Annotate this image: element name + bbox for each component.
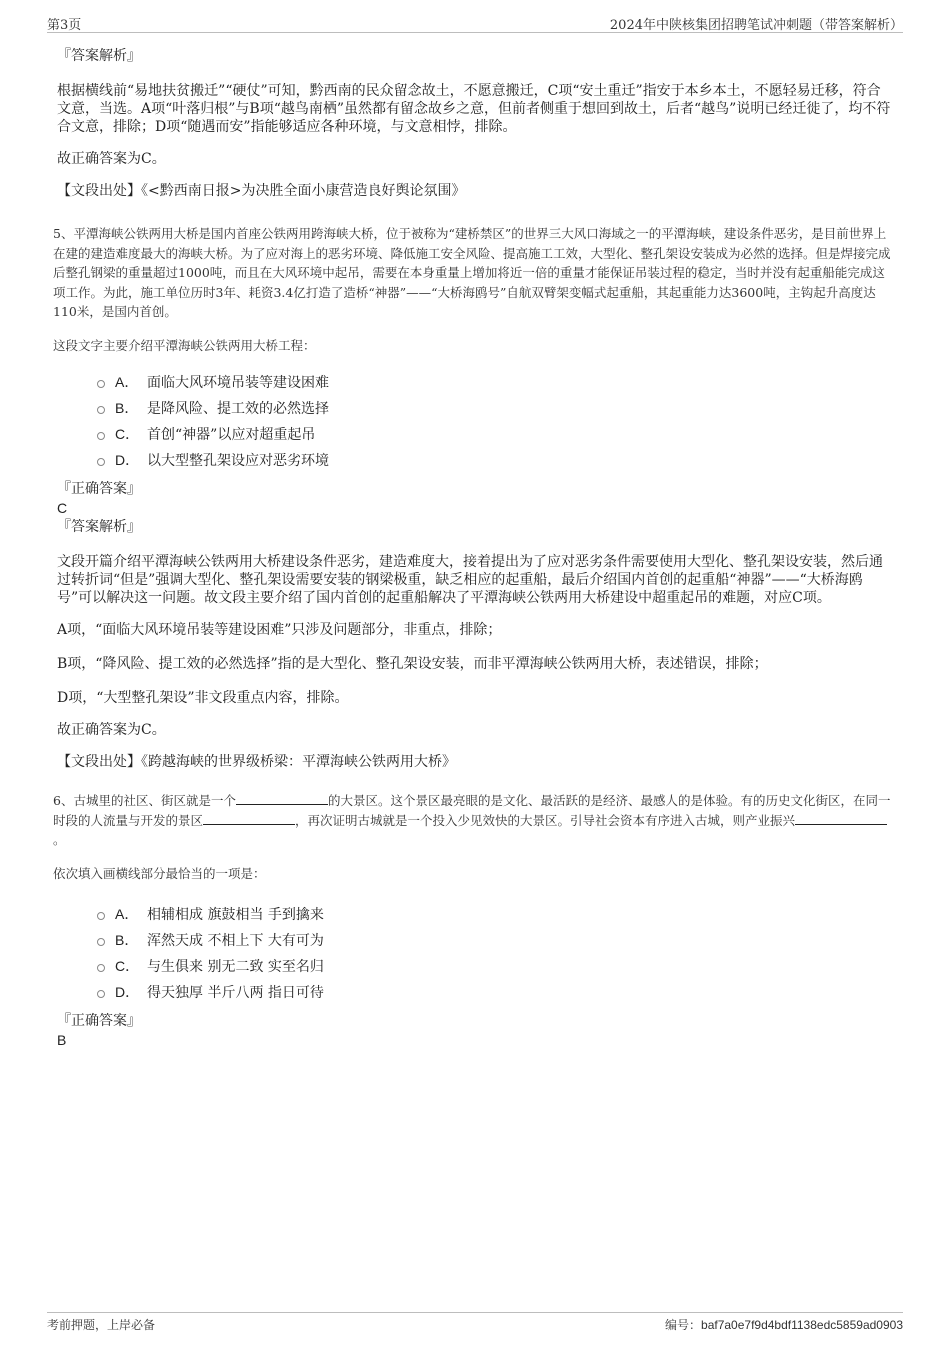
q5-answer-label: 『正确答案』 [57, 481, 141, 497]
radio-icon[interactable] [97, 990, 105, 998]
q4-source: 【文段出处】《<黔西南日报>为决胜全面小康营造良好舆论氛围》 [57, 183, 466, 199]
radio-icon[interactable] [97, 964, 105, 972]
page-header [47, 14, 903, 33]
q5-note-d: D项，“大型整孔架设”非文段重点内容，排除。 [57, 690, 349, 706]
q5-stem: 5、平潭海峡公铁两用大桥是国内首座公铁两用跨海峡大桥，位于被称为“建桥禁区”的世界三大风口海域之一的平潭海峡，建设条件恶劣，是目前世界上在建的建造难度最大的海峡大桥。为了应对海上的恶劣环境、降低施工安全风险、提高施工工效，大型化、整孔架设安装成为必然的选择。但是焊接完成后整孔钢梁的重量超过1000吨，而且在大风环境中起吊，需要在本身重量上增加将近一倍的重量才能保证吊装过程的稳定，当时并没有起重船能完成这项工作。为此，施工单位历时3年、耗资3.4亿打造了造桥“神器”——“大桥海鸥号”自航双臂架变幅式起重船，其起重能力达3600吨，主钩起升高度达110米，是国内首创。 [53, 226, 891, 319]
page-content [53, 46, 893, 1049]
q5-option-a[interactable]: A． 面临大风环境吊装等建设困难 [97, 369, 893, 395]
footer-slogan: 考前押题，上岸必备 [47, 1318, 156, 1332]
q6-option-c[interactable]: C． 与生俱来 别无二致 实至名归 [97, 953, 893, 979]
q6-option-d[interactable]: D． 得天独厚 半斤八两 指日可待 [97, 979, 893, 1005]
q6-option-a[interactable]: A． 相辅相成 旗鼓相当 手到擒来 [97, 901, 893, 927]
q4-analysis-label: 『答案解析』 [57, 48, 141, 64]
q6-options [57, 901, 893, 1005]
q5-option-d[interactable]: D． 以大型整孔架设应对恶劣环境 [97, 447, 893, 473]
radio-icon[interactable] [97, 406, 105, 414]
q5-question: 这段文字主要介绍平潭海峡公铁两用大桥工程： [53, 337, 316, 353]
q5-note-b: B项，“降风险、提工效的必然选择”指的是大型化、整孔架设安装，而非平潭海峡公铁两用大桥，表述错误，排除； [57, 656, 768, 672]
blank-2[interactable] [203, 812, 295, 825]
radio-icon[interactable] [97, 380, 105, 388]
q4-analysis: 根据横线前“易地扶贫搬迁”“硬仗”可知，黔西南的民众留念故土，不愿意搬迁，C项“安土重迁”指安于本乡本土，不愿轻易迁移，符合文意，当选。A项“叶落归根”与B项“越鸟南栖”虽然都有留念故乡之意，但前者侧重于想回到故土，后者“越鸟”说明已经迁徙了，均不符合文意，排除；D项“随遇而安”指能够适应各种环境，与文意相悖，排除。 [57, 83, 891, 135]
page-footer [47, 1312, 903, 1335]
q6-question: 依次填入画横线部分最恰当的一项是： [53, 865, 266, 881]
radio-icon[interactable] [97, 432, 105, 440]
q4-conclusion: 故正确答案为C。 [57, 151, 166, 167]
q5-answer: C [57, 500, 68, 516]
q5-options [57, 369, 893, 473]
q6-answer-label: 『正确答案』 [57, 1013, 141, 1029]
q5-source: 【文段出处】《跨越海峡的世界级桥梁：平潭海峡公铁两用大桥》 [57, 754, 456, 770]
document-title: 2024年中陕核集团招聘笔试冲刺题（带答案解析） [609, 18, 903, 33]
q5-option-c[interactable]: C． 首创“神器”以应对超重起吊 [97, 421, 893, 447]
document-code: 编号：baf7a0e7f9d4bdf1138edc5859ad0903 [665, 1318, 903, 1332]
q5-conclusion: 故正确答案为C。 [57, 722, 166, 738]
blank-1[interactable] [236, 792, 328, 805]
q5-analysis: 文段开篇介绍平潭海峡公铁两用大桥建设条件恶劣，建造难度大，接着提出为了应对恶劣条件需要使用大型化、整孔架设安装，然后通过转折词“但是”强调大型化、整孔架设需要安装的钢梁极重，缺乏相应的起重船，最后介绍国内首创的起重船“神器”——“大桥海鸥号”可以解决这一问题。故文段主要介绍了国内首创的起重船解决了平潭海峡公铁两用大桥建设中超重起吊的难题，对应C项。 [57, 554, 883, 606]
q6-answer: B [57, 1032, 67, 1048]
blank-3[interactable] [795, 812, 887, 825]
q5-note-a: A项，“面临大风环境吊装等建设困难”只涉及问题部分，非重点，排除； [57, 622, 502, 638]
q5-analysis-label: 『答案解析』 [57, 519, 141, 535]
q6-stem: 6、古城里的社区、街区就是一个 的大景区。这个景区最亮眼的是文化、最活跃的是经济、最感人的是体验。有的历史文化街区，在同一时段的人流量与开发的景区 ，再次证明古城就是一个投入少见效快的大景区。引导社会资本有序进入古城，则产业振兴。 [53, 793, 891, 847]
page-number: 第3页 [47, 18, 82, 33]
q6-option-b[interactable]: B． 浑然天成 不相上下 大有可为 [97, 927, 893, 953]
radio-icon[interactable] [97, 912, 105, 920]
radio-icon[interactable] [97, 458, 105, 466]
q5-option-b[interactable]: B． 是降风险、提工效的必然选择 [97, 395, 893, 421]
radio-icon[interactable] [97, 938, 105, 946]
